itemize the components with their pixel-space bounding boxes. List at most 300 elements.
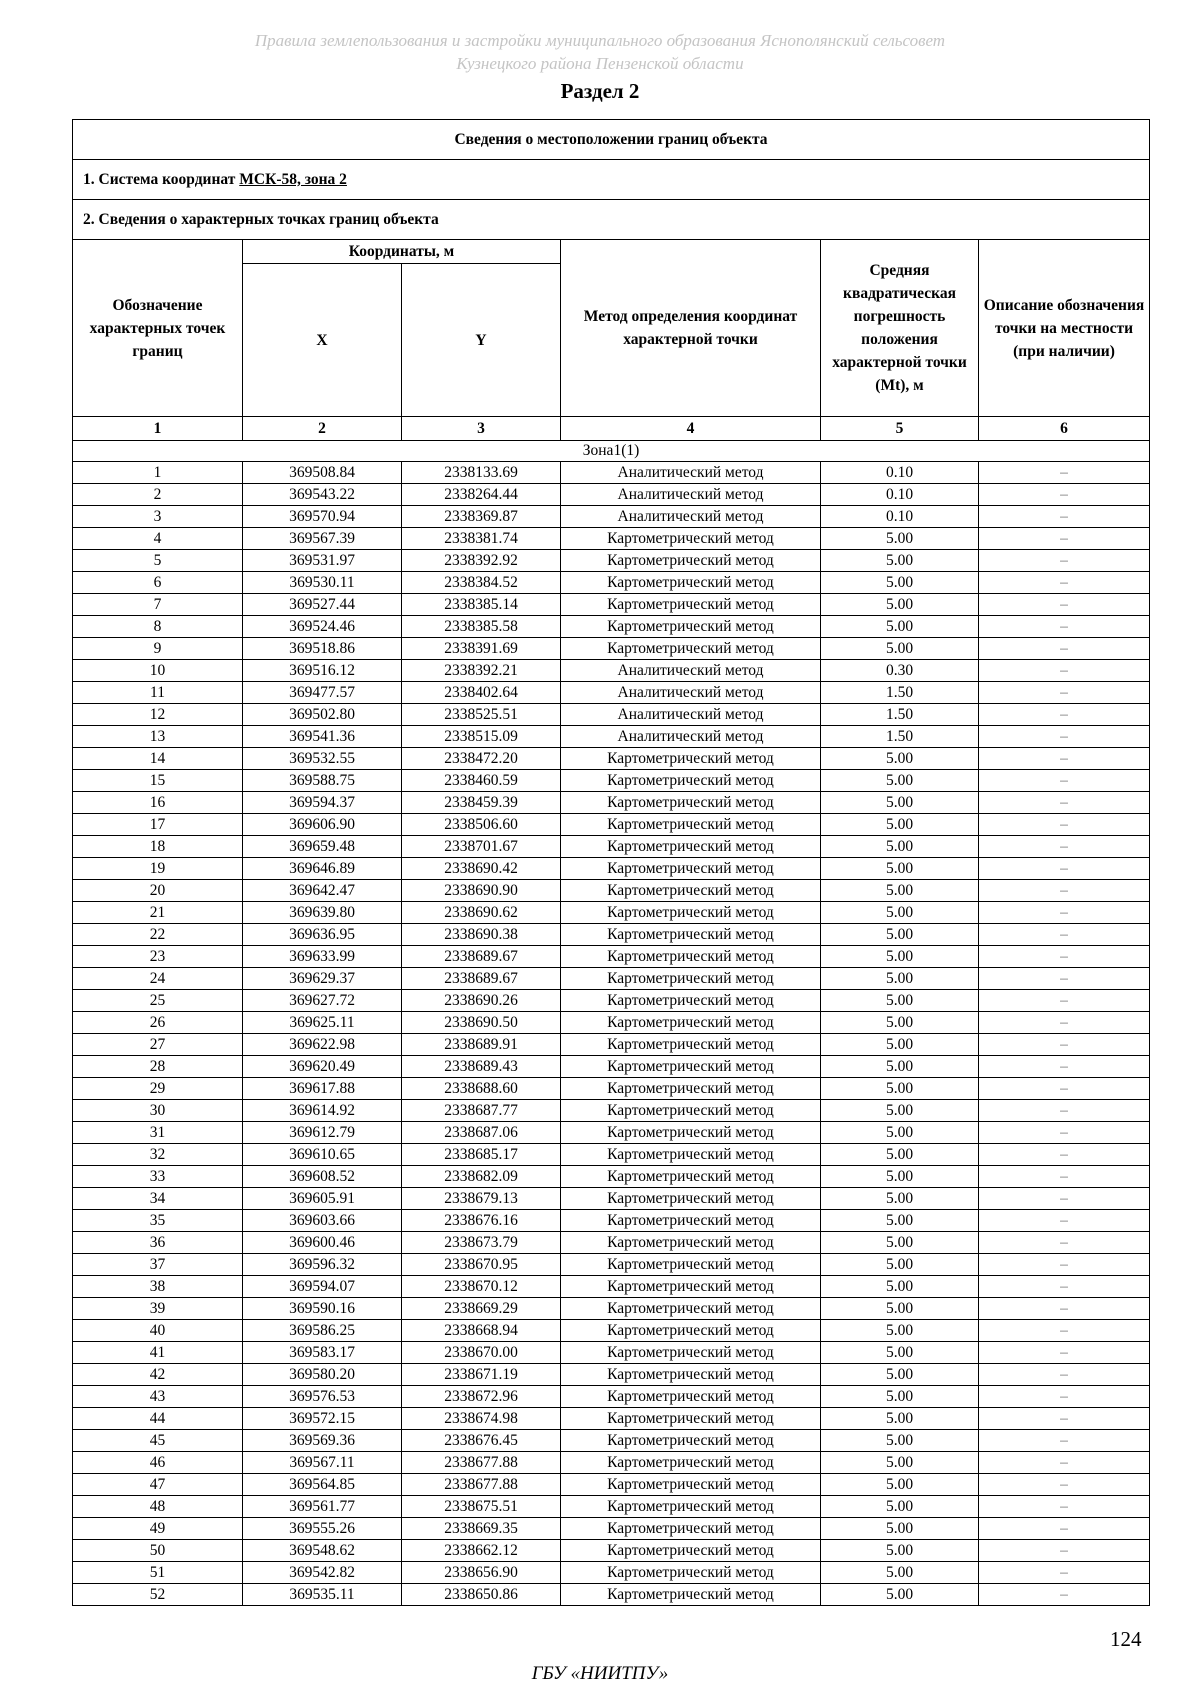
method: Аналитический метод (561, 462, 821, 484)
error-value: 5.00 (821, 748, 979, 770)
point-number: 4 (73, 528, 243, 550)
coord-x: 369561.77 (243, 1496, 402, 1518)
point-number: 30 (73, 1100, 243, 1122)
coord-y: 2338701.67 (402, 836, 561, 858)
coord-y: 2338384.52 (402, 572, 561, 594)
error-value: 0.10 (821, 506, 979, 528)
error-value: 5.00 (821, 1562, 979, 1584)
point-number: 50 (73, 1540, 243, 1562)
point-number: 2 (73, 484, 243, 506)
point-number: 11 (73, 682, 243, 704)
coord-y: 2338669.35 (402, 1518, 561, 1540)
error-value: 5.00 (821, 1452, 979, 1474)
point-number: 39 (73, 1298, 243, 1320)
coord-y: 2338677.88 (402, 1474, 561, 1496)
coord-x: 369625.11 (243, 1012, 402, 1034)
error-value: 5.00 (821, 1584, 979, 1606)
description: – (979, 836, 1150, 858)
coord-x: 369606.90 (243, 814, 402, 836)
error-value: 5.00 (821, 638, 979, 660)
point-number: 16 (73, 792, 243, 814)
error-value: 5.00 (821, 1056, 979, 1078)
coord-x: 369622.98 (243, 1034, 402, 1056)
description: – (979, 1144, 1150, 1166)
method: Картометрический метод (561, 1540, 821, 1562)
coord-y: 2338690.50 (402, 1012, 561, 1034)
description: – (979, 1122, 1150, 1144)
method: Картометрический метод (561, 946, 821, 968)
coord-x: 369586.25 (243, 1320, 402, 1342)
table-row (73, 1540, 1150, 1562)
description: – (979, 1078, 1150, 1100)
coord-x: 369477.57 (243, 682, 402, 704)
point-number: 18 (73, 836, 243, 858)
table-row (73, 990, 1150, 1012)
point-number: 15 (73, 770, 243, 792)
points-info-heading: 2. Сведения о характерных точках границ объекта (73, 200, 1150, 240)
header-coordinates: Координаты, м (243, 240, 561, 264)
coord-x: 369569.36 (243, 1430, 402, 1452)
table-row (73, 572, 1150, 594)
point-number: 44 (73, 1408, 243, 1430)
point-number: 52 (73, 1584, 243, 1606)
description: – (979, 704, 1150, 726)
coord-x: 369570.94 (243, 506, 402, 528)
description: – (979, 1496, 1150, 1518)
coord-y: 2338391.69 (402, 638, 561, 660)
coord-x: 369532.55 (243, 748, 402, 770)
coord-y: 2338676.16 (402, 1210, 561, 1232)
description: – (979, 946, 1150, 968)
error-value: 5.00 (821, 924, 979, 946)
running-header-line2: Кузнецкого района Пензенской области (456, 54, 744, 73)
method: Картометрический метод (561, 748, 821, 770)
coord-y: 2338685.17 (402, 1144, 561, 1166)
coord-x: 369542.82 (243, 1562, 402, 1584)
description: – (979, 1342, 1150, 1364)
point-number: 10 (73, 660, 243, 682)
description: – (979, 682, 1150, 704)
table-row (73, 726, 1150, 748)
coord-y: 2338679.13 (402, 1188, 561, 1210)
coord-x: 369524.46 (243, 616, 402, 638)
coord-y: 2338689.67 (402, 946, 561, 968)
table-row (73, 1386, 1150, 1408)
point-number: 23 (73, 946, 243, 968)
description: – (979, 1232, 1150, 1254)
description: – (979, 770, 1150, 792)
column-number: 5 (821, 417, 979, 441)
header-y: Y (402, 264, 561, 417)
description: – (979, 1452, 1150, 1474)
coord-y: 2338515.09 (402, 726, 561, 748)
table-row (73, 1320, 1150, 1342)
error-value: 5.00 (821, 1012, 979, 1034)
point-number: 38 (73, 1276, 243, 1298)
description: – (979, 990, 1150, 1012)
table-row (73, 902, 1150, 924)
coord-x: 369555.26 (243, 1518, 402, 1540)
coord-x: 369605.91 (243, 1188, 402, 1210)
error-value: 5.00 (821, 1254, 979, 1276)
table-row (73, 528, 1150, 550)
column-number: 1 (73, 417, 243, 441)
table-row (73, 1012, 1150, 1034)
coord-x: 369617.88 (243, 1078, 402, 1100)
table-row (73, 1584, 1150, 1606)
description: – (979, 1034, 1150, 1056)
table-row (73, 1034, 1150, 1056)
point-number: 33 (73, 1166, 243, 1188)
table-row (73, 484, 1150, 506)
coord-x: 369594.07 (243, 1276, 402, 1298)
method: Картометрический метод (561, 1056, 821, 1078)
coord-x: 369633.99 (243, 946, 402, 968)
error-value: 5.00 (821, 770, 979, 792)
running-header-line1: Правила землепользования и застройки муниципального образования Яснополянский сельсовет (254, 31, 946, 50)
point-number: 9 (73, 638, 243, 660)
coord-x: 369548.62 (243, 1540, 402, 1562)
description: – (979, 1188, 1150, 1210)
point-number: 34 (73, 1188, 243, 1210)
error-value: 0.10 (821, 462, 979, 484)
coord-y: 2338690.62 (402, 902, 561, 924)
error-value: 5.00 (821, 968, 979, 990)
coord-x: 369508.84 (243, 462, 402, 484)
error-value: 5.00 (821, 836, 979, 858)
header-description: Описание обозначения точки на местности (при наличии) (979, 240, 1150, 417)
boundary-points-table (72, 119, 1150, 1606)
coord-x: 369502.80 (243, 704, 402, 726)
coord-x: 369572.15 (243, 1408, 402, 1430)
table-row (73, 1100, 1150, 1122)
error-value: 5.00 (821, 1342, 979, 1364)
coord-y: 2338690.26 (402, 990, 561, 1012)
header-designation: Обозначение характерных точек границ (73, 240, 243, 417)
coord-y: 2338690.42 (402, 858, 561, 880)
description: – (979, 924, 1150, 946)
error-value: 5.00 (821, 1188, 979, 1210)
coord-y: 2338690.90 (402, 880, 561, 902)
coord-y: 2338670.00 (402, 1342, 561, 1364)
method: Картометрический метод (561, 1342, 821, 1364)
table-row (73, 506, 1150, 528)
method: Картометрический метод (561, 1166, 821, 1188)
error-value: 5.00 (821, 1430, 979, 1452)
error-value: 5.00 (821, 946, 979, 968)
description: – (979, 660, 1150, 682)
table-row (73, 1276, 1150, 1298)
method: Картометрический метод (561, 968, 821, 990)
point-number: 47 (73, 1474, 243, 1496)
description: – (979, 572, 1150, 594)
page-number: 124 (1110, 1627, 1142, 1651)
method: Картометрический метод (561, 836, 821, 858)
coord-y: 2338662.12 (402, 1540, 561, 1562)
description: – (979, 726, 1150, 748)
method: Картометрический метод (561, 990, 821, 1012)
coord-x: 369620.49 (243, 1056, 402, 1078)
description: – (979, 550, 1150, 572)
coord-x: 369567.11 (243, 1452, 402, 1474)
error-value: 5.00 (821, 814, 979, 836)
table-row (73, 1144, 1150, 1166)
table-row (73, 814, 1150, 836)
table-row (73, 550, 1150, 572)
table-row (73, 1496, 1150, 1518)
description: – (979, 1518, 1150, 1540)
coord-y: 2338133.69 (402, 462, 561, 484)
point-number: 48 (73, 1496, 243, 1518)
description: – (979, 1430, 1150, 1452)
description: – (979, 1298, 1150, 1320)
coord-x: 369612.79 (243, 1122, 402, 1144)
coord-x: 369594.37 (243, 792, 402, 814)
method: Картометрический метод (561, 1122, 821, 1144)
coord-y: 2338669.29 (402, 1298, 561, 1320)
error-value: 1.50 (821, 704, 979, 726)
coord-y: 2338671.19 (402, 1364, 561, 1386)
point-number: 22 (73, 924, 243, 946)
point-number: 1 (73, 462, 243, 484)
coord-y: 2338674.98 (402, 1408, 561, 1430)
method: Картометрический метод (561, 814, 821, 836)
method: Картометрический метод (561, 1518, 821, 1540)
table-row (73, 1188, 1150, 1210)
table-row (73, 1342, 1150, 1364)
coord-y: 2338385.14 (402, 594, 561, 616)
point-number: 41 (73, 1342, 243, 1364)
method: Картометрический метод (561, 1320, 821, 1342)
error-value: 5.00 (821, 1496, 979, 1518)
table-row (73, 682, 1150, 704)
coord-x: 369518.86 (243, 638, 402, 660)
description: – (979, 1386, 1150, 1408)
coord-x: 369610.65 (243, 1144, 402, 1166)
point-number: 20 (73, 880, 243, 902)
coord-x: 369527.44 (243, 594, 402, 616)
table-row (73, 880, 1150, 902)
error-value: 1.50 (821, 726, 979, 748)
method: Картометрический метод (561, 1584, 821, 1606)
point-number: 26 (73, 1012, 243, 1034)
coord-y: 2338687.06 (402, 1122, 561, 1144)
point-number: 35 (73, 1210, 243, 1232)
coord-x: 369614.92 (243, 1100, 402, 1122)
error-value: 1.50 (821, 682, 979, 704)
coord-x: 369627.72 (243, 990, 402, 1012)
coord-x: 369530.11 (243, 572, 402, 594)
method: Аналитический метод (561, 704, 821, 726)
error-value: 5.00 (821, 1518, 979, 1540)
error-value: 0.10 (821, 484, 979, 506)
error-value: 5.00 (821, 1100, 979, 1122)
footer-organization: ГБУ «НИИТПУ» (531, 1663, 669, 1684)
coordinate-system-label: 1. Система координат (83, 170, 240, 188)
description: – (979, 462, 1150, 484)
coord-x: 369516.12 (243, 660, 402, 682)
method: Аналитический метод (561, 506, 821, 528)
point-number: 31 (73, 1122, 243, 1144)
table-row (73, 1056, 1150, 1078)
point-number: 40 (73, 1320, 243, 1342)
description: – (979, 528, 1150, 550)
table-row (73, 660, 1150, 682)
coord-x: 369636.95 (243, 924, 402, 946)
table-row (73, 836, 1150, 858)
coord-x: 369541.36 (243, 726, 402, 748)
coord-y: 2338668.94 (402, 1320, 561, 1342)
column-numbers-row (73, 417, 1150, 441)
description: – (979, 1166, 1150, 1188)
coord-x: 369576.53 (243, 1386, 402, 1408)
table-row (73, 1562, 1150, 1584)
description: – (979, 968, 1150, 990)
method: Картометрический метод (561, 1298, 821, 1320)
coord-x: 369646.89 (243, 858, 402, 880)
table-row (73, 1364, 1150, 1386)
coord-y: 2338402.64 (402, 682, 561, 704)
method: Картометрический метод (561, 1496, 821, 1518)
description: – (979, 1408, 1150, 1430)
coord-y: 2338460.59 (402, 770, 561, 792)
description: – (979, 484, 1150, 506)
zone-label: Зона1(1) (73, 441, 1150, 462)
table-row (73, 946, 1150, 968)
error-value: 5.00 (821, 990, 979, 1012)
point-number: 49 (73, 1518, 243, 1540)
coord-y: 2338506.60 (402, 814, 561, 836)
coord-y: 2338264.44 (402, 484, 561, 506)
error-value: 5.00 (821, 792, 979, 814)
method: Картометрический метод (561, 858, 821, 880)
coord-y: 2338677.88 (402, 1452, 561, 1474)
table-row (73, 924, 1150, 946)
error-value: 5.00 (821, 528, 979, 550)
error-value: 5.00 (821, 1540, 979, 1562)
point-number: 36 (73, 1232, 243, 1254)
point-number: 32 (73, 1144, 243, 1166)
coord-x: 369629.37 (243, 968, 402, 990)
error-value: 5.00 (821, 902, 979, 924)
method: Картометрический метод (561, 770, 821, 792)
coord-y: 2338385.58 (402, 616, 561, 638)
coord-x: 369596.32 (243, 1254, 402, 1276)
point-number: 8 (73, 616, 243, 638)
table-row (73, 792, 1150, 814)
table-row (73, 1166, 1150, 1188)
description: – (979, 902, 1150, 924)
coord-y: 2338682.09 (402, 1166, 561, 1188)
description: – (979, 1100, 1150, 1122)
point-number: 3 (73, 506, 243, 528)
description: – (979, 1012, 1150, 1034)
description: – (979, 792, 1150, 814)
method: Картометрический метод (561, 1408, 821, 1430)
description: – (979, 814, 1150, 836)
table-row (73, 1408, 1150, 1430)
coord-x: 369535.11 (243, 1584, 402, 1606)
header-error: Средняя квадратическая погрешность положения характерной точки (Mt), м (821, 240, 979, 417)
coord-x: 369564.85 (243, 1474, 402, 1496)
coord-y: 2338392.92 (402, 550, 561, 572)
point-number: 27 (73, 1034, 243, 1056)
coord-x: 369588.75 (243, 770, 402, 792)
error-value: 5.00 (821, 1320, 979, 1342)
coord-x: 369600.46 (243, 1232, 402, 1254)
table-row (73, 1452, 1150, 1474)
point-number: 17 (73, 814, 243, 836)
column-number: 6 (979, 417, 1150, 441)
description: – (979, 1562, 1150, 1584)
table-row (73, 638, 1150, 660)
coord-x: 369590.16 (243, 1298, 402, 1320)
coord-y: 2338670.95 (402, 1254, 561, 1276)
column-number: 2 (243, 417, 402, 441)
table-row (73, 1210, 1150, 1232)
table-row (73, 1430, 1150, 1452)
error-value: 5.00 (821, 858, 979, 880)
method: Картометрический метод (561, 1386, 821, 1408)
header-x: X (243, 264, 402, 417)
description: – (979, 1540, 1150, 1562)
table-row (73, 704, 1150, 726)
table-row (73, 968, 1150, 990)
description: – (979, 1254, 1150, 1276)
table-row (73, 462, 1150, 484)
table-row (73, 1298, 1150, 1320)
header-method: Метод определения координат характерной точки (561, 240, 821, 417)
coord-y: 2338459.39 (402, 792, 561, 814)
method: Картометрический метод (561, 1144, 821, 1166)
table-row (73, 616, 1150, 638)
coord-y: 2338381.74 (402, 528, 561, 550)
coord-x: 369639.80 (243, 902, 402, 924)
coord-y: 2338689.43 (402, 1056, 561, 1078)
point-number: 51 (73, 1562, 243, 1584)
error-value: 5.00 (821, 1232, 979, 1254)
coord-x: 369580.20 (243, 1364, 402, 1386)
table-row (73, 594, 1150, 616)
coord-x: 369583.17 (243, 1342, 402, 1364)
error-value: 5.00 (821, 1034, 979, 1056)
method: Картометрический метод (561, 902, 821, 924)
description: – (979, 748, 1150, 770)
coord-y: 2338688.60 (402, 1078, 561, 1100)
error-value: 5.00 (821, 616, 979, 638)
method: Картометрический метод (561, 616, 821, 638)
point-number: 13 (73, 726, 243, 748)
method: Картометрический метод (561, 1364, 821, 1386)
description: – (979, 1056, 1150, 1078)
point-number: 19 (73, 858, 243, 880)
point-number: 21 (73, 902, 243, 924)
error-value: 5.00 (821, 572, 979, 594)
table-row (73, 1518, 1150, 1540)
table-row (73, 770, 1150, 792)
point-number: 25 (73, 990, 243, 1012)
coord-x: 369531.97 (243, 550, 402, 572)
description: – (979, 594, 1150, 616)
coordinate-system-value: МСК-58, зона 2 (239, 170, 347, 188)
method: Картометрический метод (561, 1034, 821, 1056)
coord-y: 2338689.67 (402, 968, 561, 990)
description: – (979, 1474, 1150, 1496)
error-value: 5.00 (821, 1408, 979, 1430)
point-number: 5 (73, 550, 243, 572)
method: Картометрический метод (561, 572, 821, 594)
method: Картометрический метод (561, 1452, 821, 1474)
